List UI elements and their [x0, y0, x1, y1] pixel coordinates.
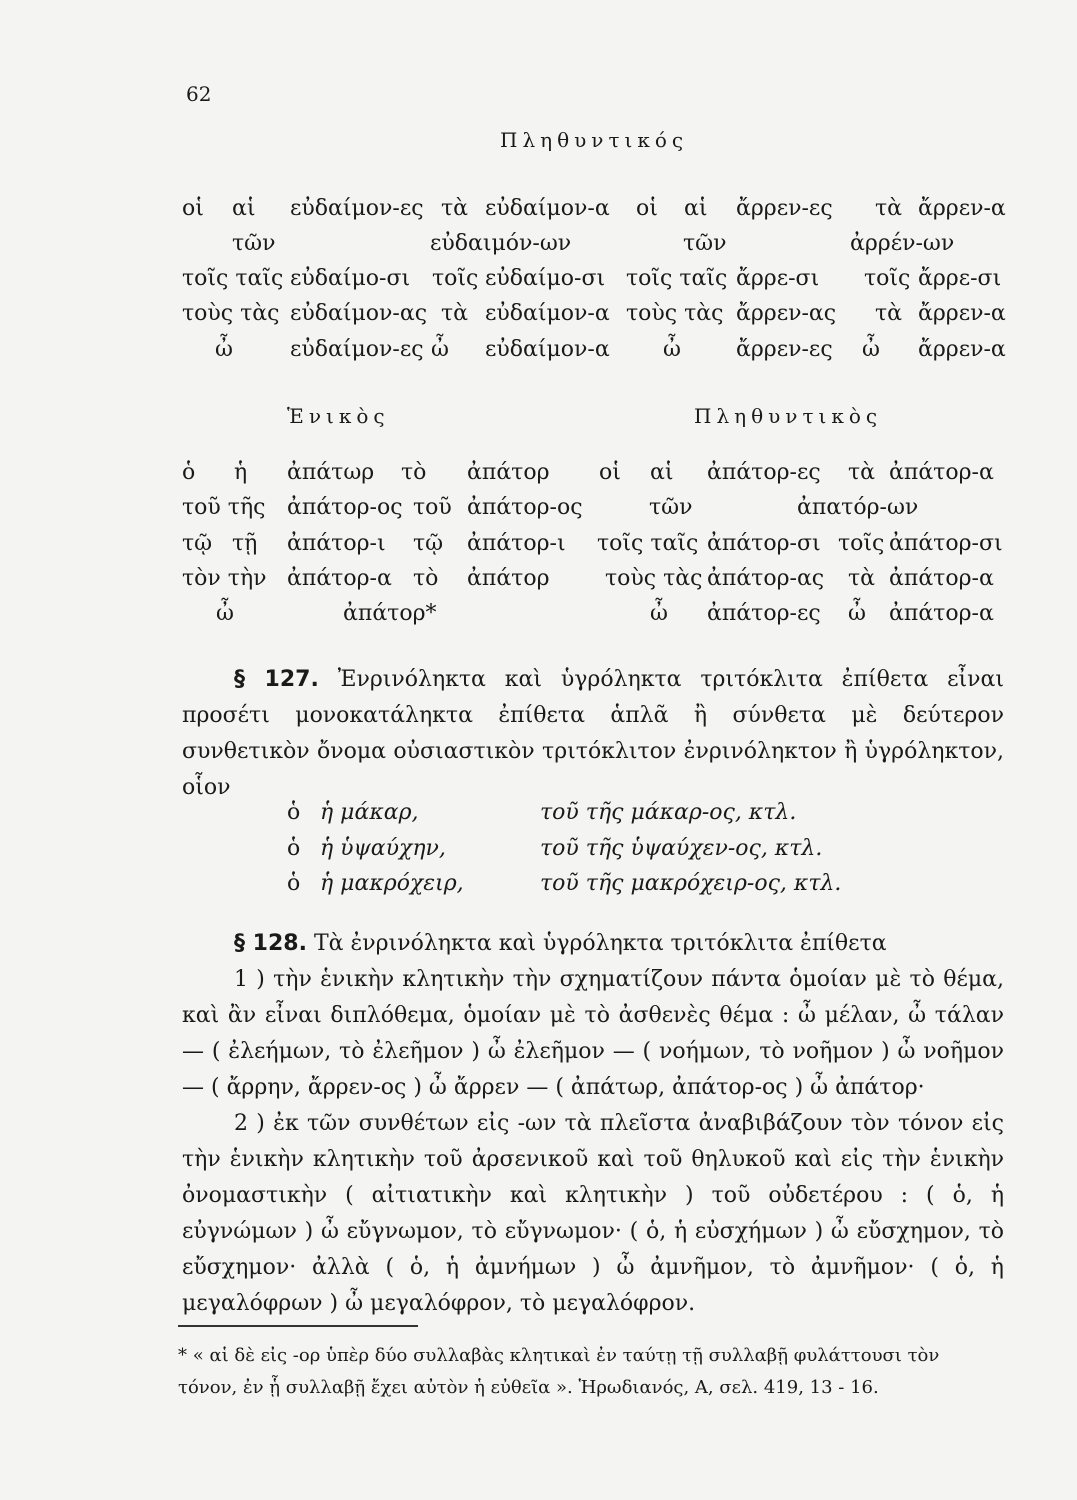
footnote: * « αἱ δὲ εἰς -ορ ὑπὲρ δύο συλλαβὰς κλητικαὶ ἐν ταύτῃ τῇ συλλαβῇ φυλάττουσι τὸν τόνον, ἐν ᾗ συλλαβῇ ἔχει αὐτὸν ἡ εὐθεῖα ». Ἡρωδιανός, Α, σελ. 419, 13 - 16. [178, 1345, 940, 1398]
table2-cell: ὦ [650, 601, 668, 626]
table1-cell: τοῖς [864, 266, 911, 291]
section-128-number: § 128. [234, 931, 307, 956]
section-128-point-1: 1 ) τὴν ἑνικὴν κλητικὴν τὴν σχηματίζουν πάντα ὁμοίαν μὲ τὸ θέμα, καὶ ἂν εἶναι διπλόθεμα, ὁμοίαν μὲ τὸ ἀσθενὲς θέμα : ὦ μέλαν, ὦ τάλαν — ( ἐλεήμων, τὸ ἐλεῆμον ) ὦ ἐλεῆμον — ( νοήμων, τὸ νοῆμον ) ὦ νοῆμον — ( ἄρρην, ἄρρεν-ος ) ὦ ἄρρεν — ( ἀπάτωρ, ἀπάτορ-ος ) ὦ ἀπάτορ· [182, 967, 1004, 1100]
table1-cell: εὐδαίμον-ας [290, 301, 428, 326]
section-127 [182, 662, 1004, 806]
table2-cell: ὦ [216, 601, 234, 626]
table2-cell: τοὺς τὰς [605, 566, 703, 591]
table2-cell: ἀπάτορ-ες [707, 460, 821, 485]
table1-cell: ἄρρεν-ες [736, 337, 833, 362]
table1-cell: τοὺς τὰς [182, 301, 280, 326]
table2-cell: ἀπάτορ* [343, 601, 437, 626]
table1-cell: ὦ [862, 337, 880, 362]
table2-cell: ἀπάτορ-α [287, 566, 392, 591]
page-number: 62 [186, 82, 212, 106]
table2-cell: τοῖς [838, 531, 885, 556]
table2-cell: τοῦ [413, 495, 452, 520]
table1-cell: οἱ [636, 196, 658, 221]
table1-cell: ὦ [215, 337, 233, 362]
table1-cell: τῶν [683, 231, 727, 256]
table2-cell: ἀπάτορ-ι [287, 531, 386, 556]
table2-cell: ἀπάτορ [467, 566, 550, 591]
table1-cell: οἱ [182, 196, 204, 221]
table2-cell: ἀπάτορ-ι [467, 531, 566, 556]
table2-cell: ἀπάτωρ [287, 460, 375, 485]
table2-cell: ἀπάτορ-ας [707, 566, 825, 591]
table2-heading-singular: Ἑνικὸς [287, 404, 390, 428]
table1-cell: εὐδαίμον-α [485, 301, 610, 326]
example-genitive: τοῦ τῆς μακρόχειρ-ος, κτλ. [540, 871, 842, 896]
table1-cell: εὐδαιμόν-ων [430, 231, 572, 256]
table2-cell: τὰ [848, 566, 876, 591]
table1-cell: αἱ [232, 196, 256, 221]
table2-cell: ἀπάτορ [467, 460, 550, 485]
table2-cell: τῶν [649, 495, 693, 520]
table1-cell: ἄρρεν-α [918, 301, 1006, 326]
table1-cell: εὐδαίμον-α [485, 196, 610, 221]
table2-cell: ἀπάτορ-α [889, 566, 994, 591]
table2-cell: τοῖς ταῖς [597, 531, 699, 556]
table2-cell: ὦ [848, 601, 866, 626]
table2-heading-plural: Πληθυντικὸς [694, 404, 883, 428]
example-nominative: ἡ μάκαρ, [320, 800, 419, 825]
table2-cell: τὸ [401, 460, 427, 485]
table2-cell: τῷ [182, 531, 213, 556]
table1-cell: ἄρρεν-α [918, 337, 1006, 362]
section-127-number: § 127. [234, 667, 319, 692]
table2-cell: τῇ [232, 531, 258, 556]
table2-cell: τοῦ τῆς [182, 495, 266, 520]
table1-cell: τὰ [875, 301, 903, 326]
example-article: ὁ [287, 836, 301, 861]
example-article: ὁ [287, 871, 301, 896]
table1-heading: Πληθυντικός [500, 128, 689, 152]
table1-cell: εὐδαίμο-σι [485, 266, 606, 291]
example-genitive: τοῦ τῆς μάκαρ-ος, κτλ. [540, 800, 797, 825]
section-128 [182, 926, 1004, 1322]
table2-cell: ἡ [234, 460, 248, 485]
table2-cell: ἀπάτορ-ος [467, 495, 583, 520]
table2-cell: τὸν τὴν [182, 566, 267, 591]
table2-cell: ἀπάτορ-σι [707, 531, 821, 556]
table2-cell: ὁ [182, 460, 196, 485]
table1-cell: τῶν [232, 231, 276, 256]
table2-cell: ἀπάτορ-ος [287, 495, 403, 520]
table1-cell: ἄρρεν-ες [736, 196, 833, 221]
table1-cell: τὰ [441, 196, 469, 221]
table1-cell: εὐδαίμον-α [485, 337, 610, 362]
table1-cell: ἄρρεν-ας [736, 301, 837, 326]
table1-cell: τοῖς [432, 266, 479, 291]
section-128-point-2: 2 ) ἐκ τῶν συνθέτων εἰς -ων τὰ πλεῖστα ἀναβιβάζουν τὸν τόνον εἰς τὴν ἑνικὴν κλητικὴν τοῦ ἀρσενικοῦ καὶ τοῦ θηλυκοῦ καὶ εἰς τὴν ἑνικὴν ὀνομαστικὴν ( αἰτιατικὴν καὶ κλητικὴν ) τοῦ οὐδετέρου : ( ὁ, ἡ εὐγνώμων ) ὦ εὔγνωμον, τὸ εὔγνωμον· ( ὁ, ἡ εὐσχήμων ) ὦ εὔσχημον, τὸ εὔσχημον· ἀλλὰ ( ὁ, ἡ ἀμνήμων ) ὦ ἀμνῆμον, τὸ ἀμνῆμον· ( ὁ, ἡ μεγαλόφρων ) ὦ μεγαλόφρον, τὸ μεγαλόφρον. [182, 1111, 1004, 1316]
footnote-rule [178, 1325, 418, 1327]
table2-cell: ἀπάτορ-α [889, 601, 994, 626]
example-genitive: τοῦ τῆς ὑψαύχεν-ος, κτλ. [540, 836, 823, 861]
section-128-intro: Τὰ ἐνρινόληκτα καὶ ὑγρόληκτα τριτόκλιτα ἐπίθετα [313, 931, 887, 956]
table2-cell: τὸ [413, 566, 439, 591]
table1-cell: ἀρρέν-ων [850, 231, 955, 256]
table2-cell: ἀπάτορ-σι [889, 531, 1003, 556]
table1-cell: ἄρρεν-α [918, 196, 1006, 221]
example-nominative: ἡ μακρόχειρ, [320, 871, 464, 896]
table1-cell: ἄρρε-σι [736, 266, 820, 291]
table2-cell: ἀπατόρ-ων [797, 495, 919, 520]
table2-cell: ἀπάτορ-ες [707, 601, 821, 626]
section-127-text: Ἐνρινόληκτα καὶ ὑγρόληκτα τριτόκλιτα ἐπίθετα εἶναι προσέτι μονοκατάληκτα ἐπίθετα ἁπλᾶ ἢ σύνθετα μὲ δεύτερον συνθετικὸν ὄνομα οὐσιαστικὸν τριτόκλιτον ἐνρινόληκτον ἢ ὑγρόληκτον, οἷον [182, 667, 1004, 800]
example-nominative: ἡ ὑψαύχην, [320, 836, 446, 861]
example-article: ὁ [287, 800, 301, 825]
table1-cell: τοὺς τὰς [626, 301, 724, 326]
table1-cell: εὐδαίμον-ες [290, 337, 424, 362]
table2-cell: οἱ [599, 460, 621, 485]
table1-cell: ἄρρε-σι [918, 266, 1002, 291]
table1-cell: τοῖς ταῖς [626, 266, 728, 291]
table1-cell: εὐδαίμο-σι [290, 266, 411, 291]
table1-cell: τὰ [875, 196, 903, 221]
table1-cell: ὦ [663, 337, 681, 362]
table2-cell: τὰ [848, 460, 876, 485]
table2-cell: αἱ [650, 460, 674, 485]
table1-cell: ὦ [431, 337, 449, 362]
table1-cell: τοῖς ταῖς [182, 266, 284, 291]
table2-cell: ἀπάτορ-α [889, 460, 994, 485]
table1-cell: αἱ [684, 196, 708, 221]
table1-cell: τὰ [441, 301, 469, 326]
table1-cell: εὐδαίμον-ες [290, 196, 424, 221]
table2-cell: τῷ [413, 531, 444, 556]
